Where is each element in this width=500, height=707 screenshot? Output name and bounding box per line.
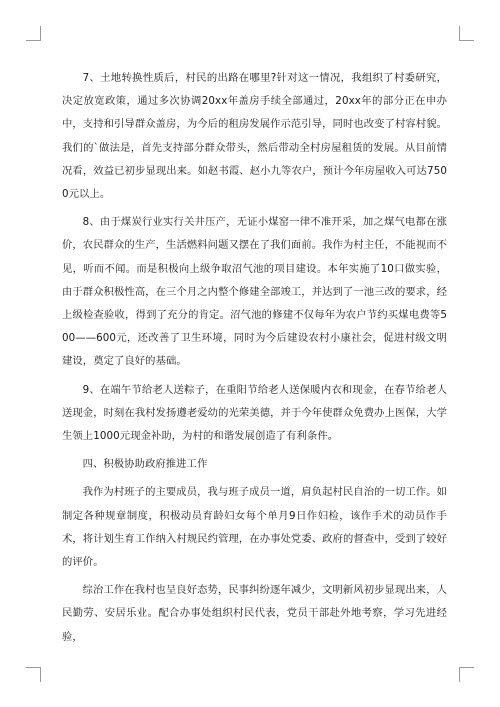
paragraph-comprehensive-governance: 综治工作在我村也呈良好态势，民事纠纷逐年减少，文明新风初步显现出来，人民勤劳、安居乐业。配合办事处组织村民代表，党员干部赴外地考察，学习先进经验， <box>62 584 447 643</box>
crop-mark-bottom-right <box>459 667 474 682</box>
section-heading-4: 四、积极协助政府推进工作 <box>82 458 208 471</box>
paragraph-item-7: 7、土地转换性质后，村民的出路在哪里?针对这一情况，我组织了村委研究，决定放宽政策，通过多次协调20xx年盖房手续全部通过，20xx年的部分正在申办中，支持和引导群众盖房，为今后的租房发展作示范引导，同时也改变了村容村貌。我们的`做法是，首先支持部分群众带头，然后带动全村房屋租赁的发展。从目前情况看，效益已初步显现出来。如赵书霞、赵小九等农户，预计今年房屋收入可达7500元以上。 <box>62 72 447 201</box>
crop-mark-top-right <box>459 26 474 41</box>
paragraph-village-work: 我作为村班子的主要成员，我与班子成员一道，肩负起村民自治的一切工作。如制定各种规章制度，积极动员育龄妇女每个单月9日作妇检，该作手术的动员作手术，将计划生育工作纳入村规民约管理，在办事处党委、政府的督查中，受到了较好的评价。 <box>62 486 447 569</box>
paragraph-item-9: 9、在端午节给老人送粽子，在重阳节给老人送保暖内衣和现金，在春节给老人送现金，时刻在我村发扬遵老爱幼的光荣美德，并于今年使群众免费办上医保，大学生领上1000元现金补助，为村的和谐发展创造了有利条件。 <box>62 383 447 443</box>
crop-mark-top-left <box>26 26 41 41</box>
crop-mark-bottom-left <box>26 667 41 682</box>
paragraph-item-8: 8、由于煤炭行业实行关井压产，无证小煤窑一律不准开采，加之煤气电都在涨价，农民群众的生产，生活燃料问题又摆在了我们面前。我作为村主任，不能视而不见，听而不闻。而是积极向上级争取沼气池的项目建设。本年实施了10口做实验，由于群众积极性高，在三个月之内整个修建全部竣工，并达到了一池三改的要求，经上级检查验收，得到了充分的肯定。沼气池的修建不仅每年为农户节约买煤电费等500——600元，还改善了卫生环境，同时为今后建设农村小康社会，促进村级文明建设，奠定了良好的基础。 <box>62 216 447 368</box>
document-body <box>62 67 447 654</box>
